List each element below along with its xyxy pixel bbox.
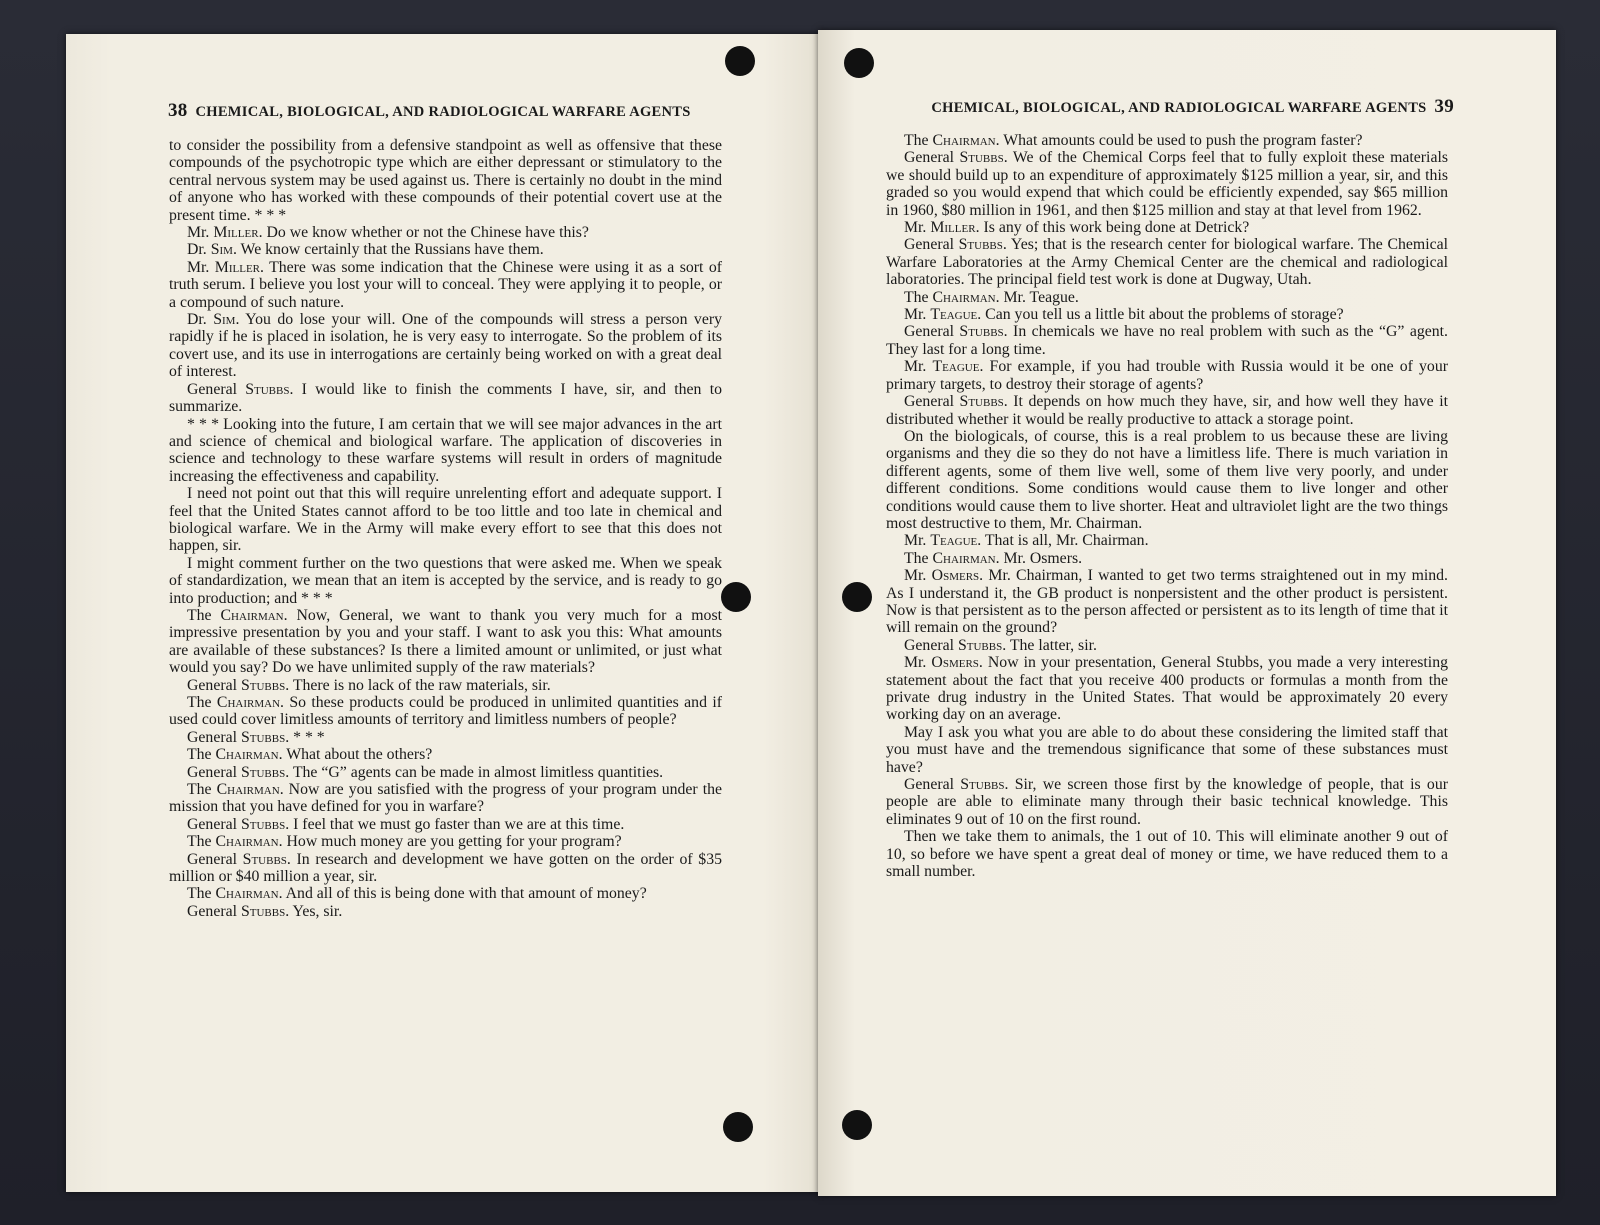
paragraph: * * * Looking into the future, I am certain that we will see major advances in the art and science of chemical and biological warfare. The application of discoveries in science and technology to these warfare systems will result in orders of magnitude increasing the effectiveness and capability.	[169, 415, 722, 485]
running-head: CHEMICAL, BIOLOGICAL, AND RADIOLOGICAL WARFARE AGENTS	[195, 104, 691, 120]
paragraph: Mr. Osmers. Mr. Chairman, I wanted to get two terms straightened out in my mind. As I understand it, the GB product is nonpersistent and the other product is persistent. Now is that persistent as to the person affected or persistent as to its length of time that it will remain on the ground?	[886, 567, 1448, 637]
text-column	[886, 132, 1448, 880]
paragraph: The Chairman. Mr. Osmers.	[904, 549, 1083, 567]
paragraph: General Stubbs. * * *	[187, 728, 325, 746]
binder-hole	[842, 1110, 872, 1140]
binder-hole	[725, 46, 755, 76]
paragraph: General Stubbs. I would like to finish the comments I have, sir, and then to summarize.	[169, 380, 722, 416]
paragraph: General Stubbs. There is no lack of the raw materials, sir.	[187, 676, 551, 694]
paragraph: Dr. Sim. You do lose your will. One of the compounds will stress a person very rapidly if he is placed in isolation, he is very easy to interrogate. So the problem of its covert use, and its use in interrogations are certainly being worked on with a great deal of interest.	[169, 311, 722, 381]
paragraph: General Stubbs. Yes, sir.	[187, 902, 343, 920]
paragraph: May I ask you what you are able to do about these considering the limited staff that you must have and the tremendous significance that some of these substances must have?	[886, 723, 1448, 776]
paragraph: The Chairman. Now, General, we want to thank you very much for a most impressive presentation by you and your staff. I want to ask you this: What amounts are available of these substances? Is there a limited amount or unlimited, or just what would you say? Do we have unlimited supply of the raw materials?	[169, 606, 722, 677]
page-number: 38	[168, 100, 188, 121]
paragraph: General Stubbs. It depends on how much they have, sir, and how well they have it distributed whether it would be really productive to attack a storage point.	[886, 393, 1448, 428]
paragraph: Mr. Teague. That is all, Mr. Chairman.	[904, 532, 1149, 550]
paragraph: General Stubbs. Sir, we screen those first by the knowledge of people, that is our people are able to eliminate many through their basic technical knowledge. This eliminates 9 out of 10 on the first round.	[886, 776, 1448, 828]
paragraph: General Stubbs. I feel that we must go faster than we are at this time.	[187, 815, 625, 833]
paragraph: General Stubbs. In research and development we have gotten on the order of $35 million or $40 million a year, sir.	[169, 850, 722, 886]
paragraph: I need not point out that this will require unrelenting effort and adequate support. I feel that the United States cannot afford to be too little and too late in chemical and biological warfare. We in the Army will make every effort to see that this does not happen, sir.	[169, 485, 722, 555]
paragraph: General Stubbs. Yes; that is the research center for biological warfare. The Chemical Warfare Laboratories at the Army Chemical Center are the chemical and radiological laboratories. The principal field test work is done at Dugway, Utah.	[886, 236, 1448, 289]
paragraph: The Chairman. What amounts could be used to push the program faster?	[904, 132, 1363, 149]
page-header	[168, 100, 691, 122]
binder-hole	[842, 582, 872, 612]
paragraph: The Chairman. And all of this is being done with that amount of money?	[187, 885, 647, 903]
running-head: CHEMICAL, BIOLOGICAL, AND RADIOLOGICAL WARFARE AGENTS	[931, 100, 1427, 116]
paragraph: The Chairman. So these products could be produced in unlimited quantities and if used could cover limitless amounts of territory and limitless numbers of people?	[169, 694, 722, 729]
paragraph: to consider the possibility from a defensive standpoint as well as offensive that these compounds of the psychotropic type which are either depressant or stimulatory to the central nervous system may be used against us. There is certainly no doubt in the mind of anyone who has worked with these compounds of their potential covert use at the present time. * * *	[169, 137, 722, 224]
paragraph: The Chairman. What about the others?	[187, 746, 433, 764]
paragraph: General Stubbs. In chemicals we have no real problem with such as the “G” agent. They last for a long time.	[886, 323, 1448, 358]
binder-hole	[723, 1112, 753, 1142]
paragraph: Mr. Miller. Do we know whether or not the Chinese have this?	[187, 224, 589, 242]
paragraph: Mr. Teague. Can you tell us a little bit about the problems of storage?	[904, 306, 1344, 324]
paragraph: The Chairman. Now are you satisfied with the progress of your program under the mission that you have defined for you in warfare?	[169, 781, 723, 816]
paragraph: General Stubbs. We of the Chemical Corps feel that to fully exploit these materials we should build up to an expenditure of approximately $125 million a year, sir, and this graded so you would expend that which could be efficiently expended, say $65 million in 1960, $80 million in 1961, and then $125 million and stay at that level from 1962.	[886, 149, 1448, 219]
paragraph: Then we take them to animals, the 1 out of 10. This will eliminate another 9 out of 10, so before we have spent a great deal of money or time, we have reduced them to a small number.	[886, 828, 1448, 881]
paragraph: The Chairman. Mr. Teague.	[904, 288, 1079, 306]
paragraph: On the biologicals, of course, this is a real problem to us because these are living organisms and they die so they do not have a limitless life. There is much variation in different agents, some of them live well, some of them live very poorly, and under different conditions. Some conditions would cause them to live longer and other conditions would cause them to live shorter. Heat and ultraviolet light are the two things most destructive to them, Mr. Chairman.	[886, 427, 1448, 532]
binder-hole	[844, 48, 874, 78]
paragraph: Dr. Sim. We know certainly that the Russians have them.	[187, 241, 544, 259]
paragraph: Mr. Teague. For example, if you had trouble with Russia would it be one of your primary targets, to destroy their storage of agents?	[886, 358, 1448, 393]
paragraph: General Stubbs. The latter, sir.	[904, 636, 1097, 654]
page-number: 39	[1434, 96, 1454, 117]
paragraph: General Stubbs. The “G” agents can be made in almost limitless quantities.	[187, 763, 664, 781]
paragraph: The Chairman. How much money are you getting for your program?	[187, 833, 622, 851]
binder-hole	[721, 582, 751, 612]
page-header	[931, 96, 1454, 118]
right-page	[818, 30, 1556, 1196]
paragraph: Mr. Miller. There was some indication that the Chinese were using it as a sort of truth serum. I believe you lost your will to conceal. They were applying it to people, or a compound of such nature.	[169, 258, 722, 311]
paragraph: Mr. Miller. Is any of this work being done at Detrick?	[904, 219, 1250, 237]
paragraph: I might comment further on the two questions that were asked me. When we speak of standardization, we mean that an item is accepted by the service, and is ready to go into production; and * * *	[169, 554, 722, 607]
text-column	[169, 137, 722, 920]
left-page	[66, 34, 824, 1192]
paragraph: Mr. Osmers. Now in your presentation, General Stubbs, you made a very interesting statement about the fact that you receive 400 products or formulas a month from the private drug industry in the United States. That would be approximately 20 every working day on an average.	[886, 654, 1448, 724]
